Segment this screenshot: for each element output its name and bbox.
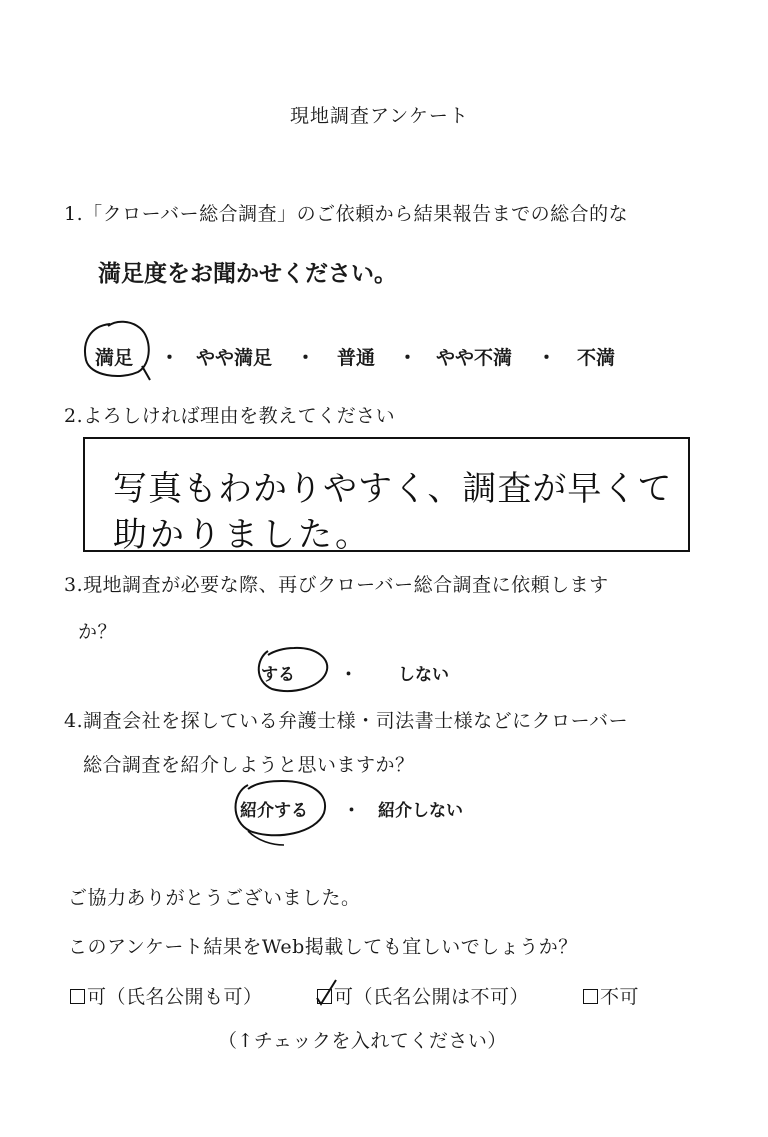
checkbox-icon[interactable] [70,989,85,1004]
checkbox-icon[interactable] [583,989,598,1004]
q4-line1: 4.調査会社を探している弁護士様・司法書士様などにクローバー [64,710,629,732]
q1-option-somewhat-dissatisfied[interactable]: やや不満 [436,347,513,369]
q3-separator: ・ [340,665,357,685]
web-option-2-label: 可（氏名公開は不可） [334,986,530,1008]
q4-separator: ・ [343,801,360,821]
q3-option-no[interactable]: しない [398,665,449,685]
q1-separator-2: ・ [296,347,316,369]
q2-answer-line1: 写真もわかりやすく、調査が早くて [113,469,673,509]
web-option-1[interactable] [70,982,263,1009]
web-question: このアンケート結果をWeb掲載しても宜しいでしょうか？ [68,936,578,958]
web-option-2[interactable] [317,982,529,1009]
q1-option-dissatisfied[interactable]: 不満 [577,347,616,369]
q1-option-neutral[interactable]: 普通 [337,347,376,369]
q2-answer-line2: 助かりました。 [113,515,372,555]
q1-option-satisfied[interactable]: 満足 [95,347,134,369]
web-option-3[interactable] [583,982,639,1009]
q1-separator-3: ・ [398,347,418,369]
q3-option-yes[interactable]: する [261,665,295,685]
selection-circle-icon [228,777,338,847]
q1-line1: 1.「クローバー総合調査」のご依頼から結果報告までの総合的な [64,203,629,225]
q1-line2: 満足度をお聞かせください。 [98,261,397,287]
q2-answer-box[interactable] [83,437,690,555]
q3-line1: 3.現地調査が必要な際、再びクローバー総合調査に依頼します [64,574,609,596]
selection-circle-icon [80,320,160,382]
q4-line2: 総合調査を紹介しようと思いますか？ [83,754,415,776]
web-option-3-label: 不可 [600,986,640,1008]
checkbox-checked-icon[interactable] [317,989,332,1004]
page-title: 現地調査アンケート [290,105,469,127]
check-note: （↑チェックを入れてください） [218,1030,507,1052]
selection-circle-icon [254,645,334,695]
q4-option-yes[interactable]: 紹介する [240,801,308,821]
q1-separator-4: ・ [537,347,557,369]
q4-option-no[interactable]: 紹介しない [378,801,463,821]
q1-separator-1: ・ [160,347,180,369]
web-option-1-label: 可（氏名公開も可） [87,986,263,1008]
q1-option-somewhat-satisfied[interactable]: やや満足 [196,347,273,369]
q3-line2: か？ [78,621,118,643]
q2-label: 2.よろしければ理由を教えてください [64,405,396,427]
thanks-text: ご協力ありがとうございました。 [68,887,361,909]
